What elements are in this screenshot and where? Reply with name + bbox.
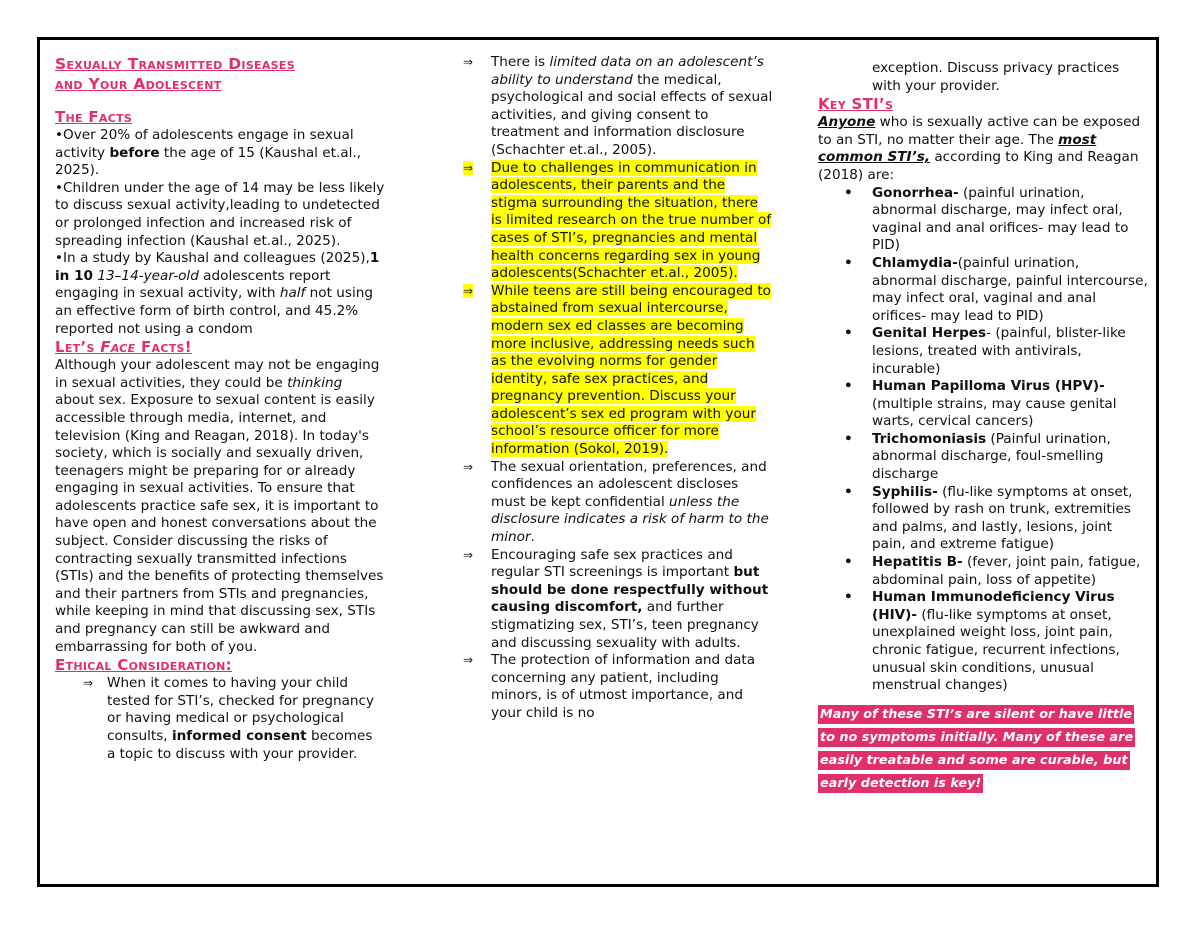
list-item: ⇒ The sexual orientation, preferences, and confidences an adolescent discloses must be kept confidential unless the disclosure indicates a risk of harm to the minor. <box>463 458 769 546</box>
sti-item: • Gonorrhea- (painful urination, abnormal discharge, may infect oral, vaginal and anal orifices- may lead to PID) <box>844 184 1129 254</box>
sti-item: • Human Papilloma Virus (HPV)- (multiple strains, may cause genital warts, cervical cancers) <box>844 378 1117 430</box>
list-item: ⇒ Encouraging safe sex practices and regular STI screenings is important but should be done respectfully without causing discomfort, and further stigmatizing sex, STI’s, teen pregnancy and discussing sexuality with adults. <box>463 546 769 651</box>
sti-item: • Syphilis- (flu-like symptoms at onset, followed by rash on trunk, extremities and palms, and lastly, lesions, joint pain, and extreme fatigue) <box>844 483 1133 553</box>
list-item-highlighted: ⇒ Due to challenges in communication in adolescents, their parents and the stigma surrounding the situation, there is limited research on the true number of cases of STI’s, pregnancies and mental health concerns regarding sex in young adolescents(Schachter et.al., 2005). <box>463 159 772 282</box>
sti-item: • Hepatitis B- (fever, joint pain, fatigue, abdominal pain, loss of appetite) <box>844 554 1141 588</box>
ethical-list <box>55 675 385 763</box>
bullet-icon: • <box>844 254 853 271</box>
sti-item: • Chlamydia-(painful urination, abnormal discharge, painful intercourse, may infect oral, vaginal and anal orifices- may lead to PID) <box>844 254 1148 324</box>
fact-1: •Over 20% of adolescents engage in sexual activity before the age of 15 (Kaushal et.al., 2025). <box>55 127 362 179</box>
list-item-highlighted: ⇒ While teens are still being encouraged to abstained from sexual intercourse, modern sex ed classes are becoming more inclusive, addressing needs such as the evolving norms for gender identity, safe sex practices, and pregnancy prevention. Discuss your adolescent’s sex ed program with your school’s resource officer for more information (Sokol, 2019). <box>463 282 771 458</box>
face-facts-heading: Let’s Face Facts! <box>55 338 192 357</box>
page-title: Sexually Transmitted Diseases and Your Adolescent <box>55 55 295 93</box>
facts-heading: The Facts <box>55 108 133 126</box>
column-2 <box>463 54 773 723</box>
face-facts-paragraph: Although your adolescent may not be engaging in sexual activities, they could be thinking about sex. Exposure to sexual content is easily accessible through media, internet, and television (King and Reagan, 2018). In today's society, which is socially and sexually driven, teenagers might be preparing for or already engaging in sexual activities. To ensure that adolescents practice safe sex, it is important to have open and honest conversations about the subject. Consider discussing the risks of contracting sexually transmitted infections (STIs) and the benefits of protecting themselves and their partners from STIs and pregnancies, while keeping in mind that discussing sex, STIs and pregnancy can still be awkward and embarrassing for both of you. <box>55 357 384 655</box>
bullet-icon: • <box>844 589 853 606</box>
sti-item: • Genital Herpes- (painful, blister-like lesions, treated with antivirals, incurable) <box>844 325 1126 377</box>
sti-item: • Trichomoniasis (Painful urination, abnormal discharge, foul-smelling discharge <box>844 430 1111 483</box>
arrow-icon: ⇒ <box>463 55 474 69</box>
bullet-icon: • <box>844 554 853 571</box>
bullet-icon: • <box>844 378 853 395</box>
bullet-icon: • <box>844 184 853 201</box>
arrow-icon: ⇒ <box>463 459 474 474</box>
arrow-icon: ⇒ <box>463 547 474 562</box>
arrow-icon: ⇒ <box>463 653 474 668</box>
arrow-icon: ⇒ <box>463 283 474 298</box>
bullet-icon: • <box>844 483 853 500</box>
consideration-list <box>463 54 773 723</box>
key-stis-intro: Anyone who is sexually active can be exposed to an STI, no matter their age. The most common STI’s, according to King and Reagan (2018) are: <box>818 114 1141 183</box>
sti-item: • Human Immunodeficiency Virus (HIV)- (flu-like symptoms at onset, unexplained weight loss, joint pain, chronic fatigue, recurrent infections, unusual skin conditions, unusual menstrual changes) <box>844 589 1120 694</box>
sti-list <box>818 185 1148 695</box>
list-item: ⇒ When it comes to having your child tested for STI’s, checked for pregnancy or having medical or psychological consults, informed consent becomes a topic to discuss with your provider. <box>83 675 375 762</box>
fact-2: •Children under the age of 14 may be less likely to discuss sexual activity,leading to undetected or prolonged infection and increased risk of spreading infection (Kaushal et.al., 2025). <box>55 179 385 249</box>
column-1 <box>55 54 385 763</box>
list-item: ⇒ The protection of information and data concerning any patient, including minors, is of utmost importance, and your child is no <box>463 652 756 721</box>
early-detection-callout: Many of these STI’s are silent or have little to no symptoms initially. Many of these are easily treatable and some are curable, but early detection is key! <box>820 706 1134 791</box>
arrow-icon: ⇒ <box>83 676 94 691</box>
bullet-icon: • <box>844 325 853 342</box>
continued-text: exception. Discuss privacy practices with your provider. <box>872 60 1120 94</box>
arrow-icon: ⇒ <box>463 160 474 175</box>
fact-3: •In a study by Kaushal and colleagues (2025),1 in 10 13–14-year-old adolescents report engaging in sexual activity, with half not using an effective form of birth control, and 45.2% reported not using a condom <box>55 250 380 337</box>
bullet-icon: • <box>844 430 853 447</box>
column-3 <box>818 60 1148 795</box>
list-item: ⇒ There is limited data on an adolescent’s ability to understand the medical, psychological and social effects of sexual activities, and giving consent to treatment and information disclosure (Schachter et.al., 2005). <box>463 54 773 158</box>
key-stis-heading: Key STI’s <box>818 95 894 114</box>
ethical-heading: Ethical Consideration: <box>55 656 232 675</box>
